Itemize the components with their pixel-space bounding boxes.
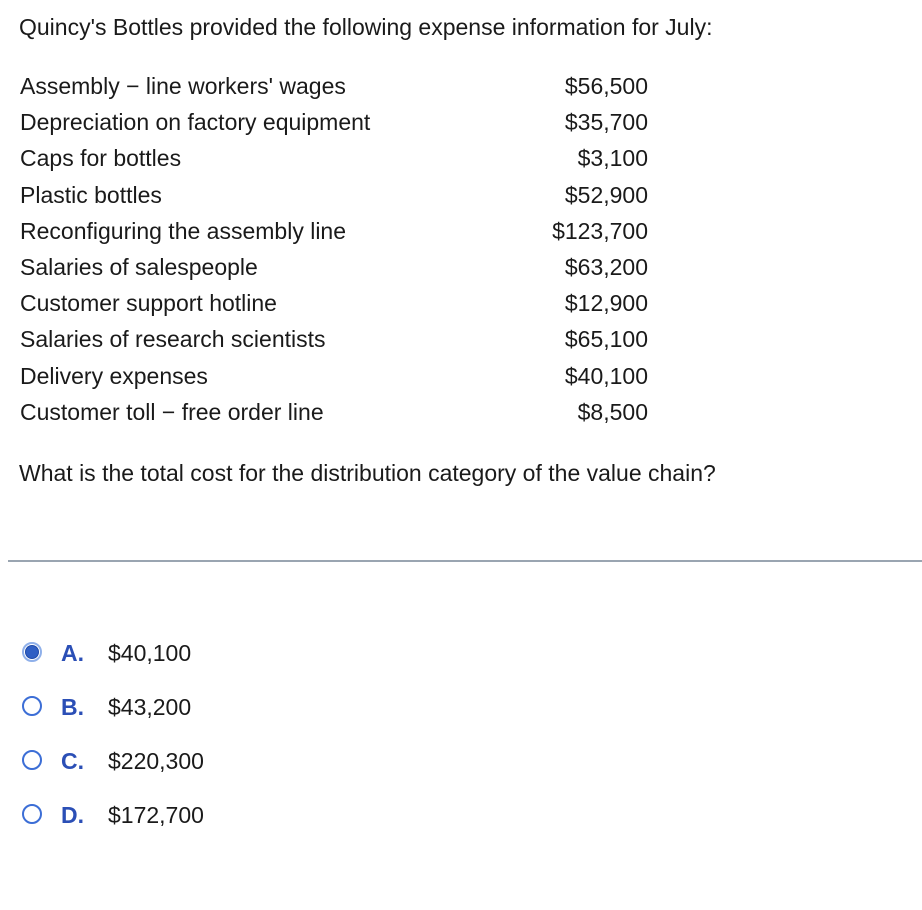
expense-amount: $123,700: [552, 217, 648, 244]
expense-label: Plastic bottles: [20, 181, 162, 208]
expense-row: [20, 323, 650, 359]
expense-row: [20, 396, 650, 432]
expense-label: Customer support hotline: [20, 290, 277, 317]
expense-row: [20, 360, 650, 396]
expense-table: [20, 70, 650, 432]
expense-label: Caps for bottles: [20, 145, 182, 172]
expense-label: Reconfiguring the assembly line: [20, 217, 347, 244]
option-value: $40,100: [108, 640, 192, 666]
expense-amount: $52,900: [564, 181, 648, 208]
expense-amount: $63,200: [564, 253, 648, 280]
expense-amount: $65,100: [564, 326, 648, 353]
expense-label: Assembly − line workers' wages: [20, 73, 346, 99]
radio-icon[interactable]: [22, 750, 42, 770]
expense-amount: $12,900: [564, 290, 648, 317]
expense-row: [20, 142, 650, 178]
expense-label: Salaries of salespeople: [20, 253, 258, 280]
radio-dot: [26, 646, 38, 658]
expense-amount: $40,100: [564, 362, 648, 389]
expense-row: [20, 106, 650, 142]
expense-row: [20, 70, 650, 106]
expense-amount: $3,100: [577, 145, 648, 172]
expense-label: Customer toll − free order line: [20, 398, 324, 425]
option-letter: D.: [61, 802, 84, 828]
radio-selected-icon[interactable]: [22, 642, 42, 662]
radio-icon[interactable]: [22, 696, 42, 716]
expense-label: Salaries of research scientists: [20, 326, 326, 353]
problem-intro: Quincy's Bottles provided the following expense information for July:: [19, 14, 713, 40]
expense-label: Delivery expenses: [20, 362, 208, 389]
expense-row: [20, 287, 650, 323]
expense-amount: $35,700: [564, 109, 648, 136]
radio-icon[interactable]: [22, 804, 42, 824]
expense-row: [20, 215, 650, 251]
divider: [8, 560, 922, 562]
question-text: What is the total cost for the distribution category of the value chain?: [19, 460, 716, 486]
expense-amount: $8,500: [577, 398, 648, 425]
option-value: $220,300: [108, 748, 204, 774]
option-value: $43,200: [108, 694, 192, 720]
expense-row: [20, 179, 650, 215]
expense-row: [20, 251, 650, 287]
option-value: $172,700: [108, 802, 204, 828]
option-letter: A.: [61, 640, 84, 666]
expense-label: Depreciation on factory equipment: [20, 109, 371, 136]
option-letter: B.: [61, 694, 84, 720]
option-letter: C.: [61, 748, 84, 774]
expense-amount: $56,500: [564, 73, 648, 99]
